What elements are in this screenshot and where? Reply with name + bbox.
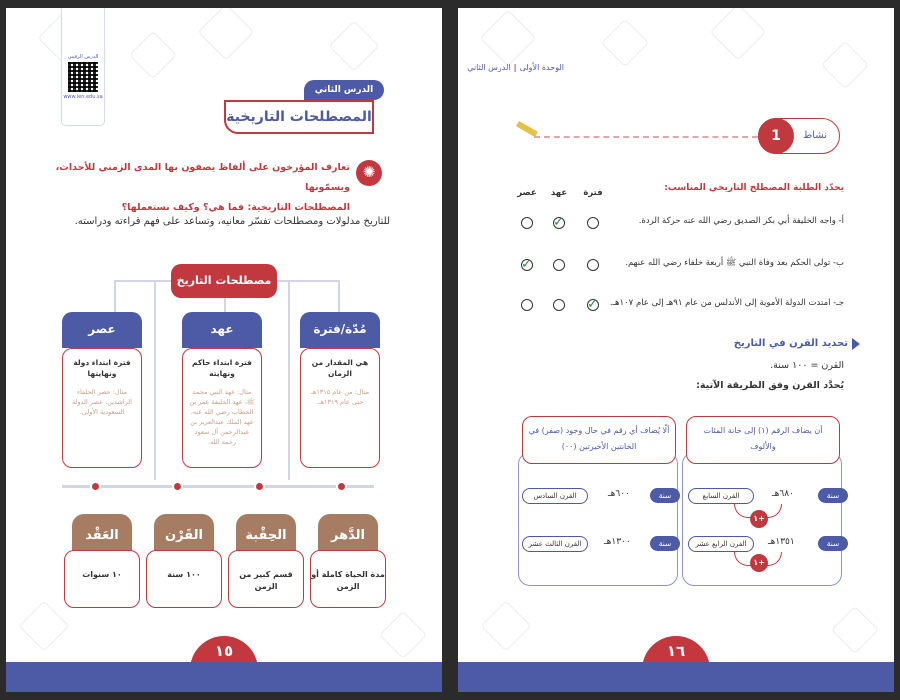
arrow-icon: [852, 338, 860, 350]
lesson-tag: الدرس الثاني: [304, 80, 384, 100]
category-definition: فترة ابتداء دولة ونهايتها: [73, 358, 131, 378]
dashed-divider: [534, 136, 758, 138]
unit-description: قسم كبير من الزمن: [228, 550, 304, 608]
year-value: ٦٠٠هـ: [608, 489, 630, 499]
method-line: يُحدَّد القرن وفق الطريقة الآتية:: [696, 380, 844, 391]
header-unit: الوحدة الأولى: [519, 63, 564, 72]
pencil-icon: [516, 121, 538, 137]
category-card: [300, 348, 380, 468]
radio-fatra[interactable]: [587, 259, 599, 271]
intro-line-1: تعارف المؤرخون على ألفاظ يصفون بها المدى الزمني للأحداث، ويسمّونها: [55, 162, 350, 193]
radio-fatra[interactable]: [587, 217, 599, 229]
category-example: مثال: عهد النبي محمد ﷺ، عهد الخليفة عمر بن الخطاب رضي الله عنه، عهد الملك عبدالعزيز بن عبدالرحمن آل سعود رحمه الله.: [189, 388, 255, 446]
radio-asr[interactable]: [521, 217, 533, 229]
activity-label: نشاط: [758, 118, 840, 154]
unit-description: ١٠٠ سنة: [146, 550, 222, 608]
question-a: أ- واجه الخليفة أبي بكر الصديق رضي الله عنه حركة الردة.: [638, 216, 844, 226]
running-header: الوحدة الأولى|الدرس الثاني: [467, 63, 564, 72]
year-label: سنة: [650, 536, 680, 551]
section-title: تحديد القرن في التاريخ: [733, 338, 848, 349]
radio-asr[interactable]: [521, 299, 533, 311]
year-value: ١٣٥١هـ: [768, 537, 795, 547]
century-result: القرن السادس: [522, 488, 588, 504]
category-card: [62, 348, 142, 468]
unit-title: الحِقْبة: [236, 514, 296, 562]
page-number: ١٦: [642, 636, 710, 670]
column-header: عهد: [550, 188, 568, 198]
question-c: جـ- امتدت الدولة الأموية إلى الأندلس من عام ٩١هـ إلى عام ١٠٧هـ.: [609, 298, 844, 308]
unit-description: مدة الحياة كاملة أو الزمن: [310, 550, 386, 608]
check-icon[interactable]: ✓: [587, 297, 598, 312]
timeline-dot: [336, 481, 347, 492]
qr-code-icon[interactable]: [68, 62, 98, 92]
century-definition: القرن = ١٠٠ سنة.: [770, 360, 844, 371]
virus-icon: ✺: [356, 160, 382, 186]
timeline: [62, 485, 374, 488]
radio-ahd[interactable]: [553, 299, 565, 311]
header-lesson: الدرس الثاني: [467, 63, 511, 72]
year-label: سنة: [818, 536, 848, 551]
check-icon[interactable]: ✓: [553, 215, 564, 230]
qr-card[interactable]: [61, 8, 105, 126]
year-value: ١٣٠٠هـ: [604, 537, 631, 547]
century-result: القرن الثالث عشر: [522, 536, 588, 552]
category-definition: هي المقدار من الزمان: [311, 358, 369, 378]
category-example: مثال: عصر الخلفاء الراشدين، عصر الدولة السعودية الأولى.: [72, 388, 132, 416]
page-number: ١٥: [190, 636, 258, 670]
page-footer: [6, 662, 442, 692]
activity-number: 1: [758, 118, 794, 154]
century-result: القرن الرابع عشر: [688, 536, 754, 552]
category-example: مثال: من عام ١٣١٥هـ حتى عام ١٣١٩هـ.: [310, 388, 370, 406]
intro-text: [44, 158, 350, 218]
year-label: سنة: [818, 488, 848, 503]
year-value: ٦٨٠هـ: [772, 489, 794, 499]
year-label: سنة: [650, 488, 680, 503]
century-result: القرن السابع: [688, 488, 754, 504]
timeline-dot: [90, 481, 101, 492]
qr-url[interactable]: www.ien.edu.sa: [63, 94, 103, 100]
timeline-dot: [254, 481, 265, 492]
unit-description: ١٠ سنوات: [64, 550, 140, 608]
category-title: عصر: [62, 312, 142, 348]
right-page: [458, 8, 894, 692]
plus-one-badge: +١: [750, 510, 768, 528]
radio-ahd[interactable]: [553, 259, 565, 271]
qr-caption: الدرس الرقمي: [67, 54, 99, 60]
timeline-dot: [172, 481, 183, 492]
rule-frame: [518, 452, 678, 586]
category-card: [182, 348, 262, 468]
question-heading: يحدّد الطلبة المصطلح التاريخي المناسب:: [664, 183, 844, 193]
question-b: ب- تولى الحكم بعد وفاة النبي ﷺ أربعة خلفاء رضي الله عنهم.: [625, 258, 844, 268]
category-title: مُدّة/فترة: [300, 312, 380, 348]
column-header: عصر: [517, 188, 537, 198]
intro-paragraph: للتاريخ مدلولات ومصطلحات تفسّر معانيه، وتساعد على فهم قراءته ودراسته.: [74, 216, 390, 227]
unit-title: القَرْن: [154, 514, 214, 562]
root-concept: مصطلحات التاريخ: [171, 264, 277, 298]
unit-title: العَقْد: [72, 514, 132, 562]
rule-no-add: ألّا يُضاف أي رقم في حال وجود (صفر) في الخانتين الأخيرتين (٠٠): [522, 416, 676, 464]
intro-line-2: المصطلحات التاريخية: فما هي؟ وكيف نستعملها؟: [121, 202, 350, 213]
lesson-title: المصطلحات التاريخية: [224, 100, 374, 134]
page-footer: [458, 662, 894, 692]
check-icon[interactable]: ✓: [521, 257, 532, 272]
plus-one-badge: +١: [750, 554, 768, 572]
category-definition: فترة ابتداء حاكم ونهايته: [192, 358, 252, 378]
column-header: فترة: [583, 188, 603, 198]
category-title: عهد: [182, 312, 262, 348]
rule-add-one: أن يضاف الرقم (١) إلى خانة المئات والألوف: [686, 416, 840, 464]
unit-title: الدَّهر: [318, 514, 378, 562]
left-page: [6, 8, 442, 692]
